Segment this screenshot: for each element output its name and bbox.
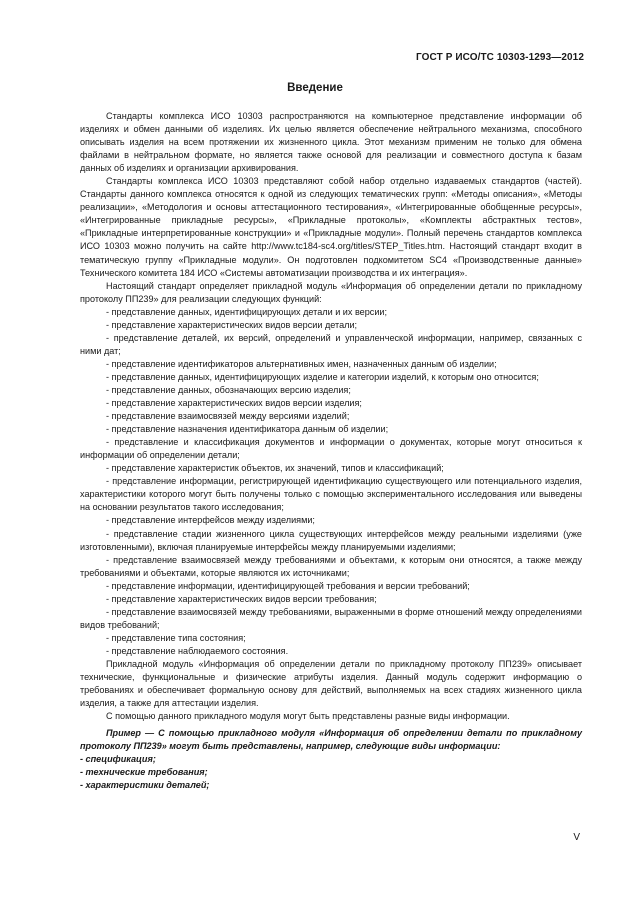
function-list-item: - представление взаимосвязей между версиями изделий; (106, 411, 350, 422)
example-list-item: - технические требования; (80, 767, 208, 778)
function-list-item: - представление назначения идентификатора данным об изделии; (106, 424, 389, 435)
function-list-item: - представление данных, обозначающих версию изделия; (106, 384, 351, 395)
paragraph: Настоящий стандарт определяет прикладной модуль «Информация об определении детали по прикладному протоколу ПП239» для реализации следующих функций: (80, 280, 582, 304)
function-list-item: - представление наблюдаемого состояния. (106, 645, 289, 656)
example-text: Пример — С помощью прикладного модуля «Информация об определении детали по прикладному протоколу ПП239» могут быть представлены, например, следующие виды информации: (80, 728, 582, 752)
standard-header: ГОСТ Р ИСО/ТС 10303-1293—2012 (416, 52, 584, 63)
function-list-item: - представление и классификация документов и информации о документах, которые могут относиться к информации об определении детали; (80, 437, 582, 461)
function-list-item: - представление стадии жизненного цикла существующих интерфейсов между реальными изделиями (уже изготовленными), включая планируемые интерфейсы между планируемыми изделиями; (80, 528, 582, 552)
body-text (80, 110, 582, 792)
function-list-item: - представление данных, идентифицирующих детали и их версии; (106, 306, 388, 317)
function-list-item: - представление характеристических видов версии детали; (106, 319, 358, 330)
paragraph: Стандарты комплекса ИСО 10303 распространяются на компьютерное представление информации об изделиях и обмен данными об изделиях. Их целью является обеспечение нейтрального механизма, способного описывать изделия на всем протяжении их жизненного цикла. Этот механизм применим не только для обмена файлами в нейтральном формате, но является также основой для реализации и совместного доступа к базам данных об изделиях и организации архивирования. (80, 111, 582, 174)
function-list-item: - представление характеристик объектов, их значений, типов и классификаций; (106, 463, 444, 474)
function-list-item: - представление идентификаторов альтернативных имен, назначенных данным об изделии; (106, 358, 497, 369)
function-list-item: - представление информации, регистрирующей идентификацию существующего или потенциального изделия, характеристики которого могут быть получены только с помощью экспериментального исследования или выведены на основании результатов такого исследования; (80, 476, 582, 513)
function-list-item: - представление взаимосвязей между требованиями и объектами, к которым они относятся, а также между требованиями и объектами, которые являются их источниками; (80, 554, 582, 578)
function-list-item: - представление информации, идентифицирующей требования и версии требований; (106, 580, 470, 591)
function-list-item: - представление типа состояния; (106, 632, 246, 643)
paragraph: С помощью данного прикладного модуля могут быть представлены разные виды информации. (106, 711, 510, 722)
function-list-item: - представление характеристических видов версии требования; (106, 593, 377, 604)
example-list-item: - характеристики деталей; (80, 780, 210, 791)
function-list-item: - представление данных, идентифицирующих изделие и категории изделий, к которым оно относится; (106, 371, 539, 382)
function-list-item: - представление характеристических видов версии изделия; (106, 398, 362, 409)
paragraph: Прикладной модуль «Информация об определении детали по прикладному протоколу ПП239» описывает технические, функциональные и физические атрибуты изделия. Данный модуль содержит информацию о требованиях и обеспечивает формальную основу для действий, выполняемых на всех стадиях жизненного цикла изделия, а также для аттестации изделия. (80, 658, 582, 709)
section-title: Введение (287, 82, 343, 94)
function-list-item: - представление деталей, их версий, определений и управленческой информации, например, связанных с ними дат; (80, 332, 582, 356)
function-list-item: - представление взаимосвязей между требованиями, выраженными в форме отношений между определениями видов требований; (80, 606, 582, 630)
example-list-item: - спецификация; (80, 754, 156, 765)
function-list-item: - представление интерфейсов между изделиями; (106, 515, 315, 526)
paragraph: Стандарты комплекса ИСО 10303 представляют собой набор отдельно издаваемых стандартов (частей). Стандарты данного комплекса относятся к одной из следующих тематических групп: «Методы описания», «Методы реализации», «Методология и основы аттестационного тестирования», «Интегрированные обобщенные ресурсы», «Интегрированные прикладные ресурсы», «Прикладные протоколы», «Комплекты абстрактных тестов», «Прикладные интерпретированные конструкции» и «Прикладные модули». Полный перечень стандартов комплекса ИСО 10303 можно получить на сайте http://www.tc184-sc4.org/titles/STEP_Titles.htm. Настоящий стандарт входит в тематическую группу «Прикладные модули». Он подготовлен подкомитетом SC4 «Производственные данные» Технического комитета 184 ИСО «Системы автоматизации производства и их интеграция». (80, 176, 582, 278)
page-number: V (573, 832, 580, 843)
